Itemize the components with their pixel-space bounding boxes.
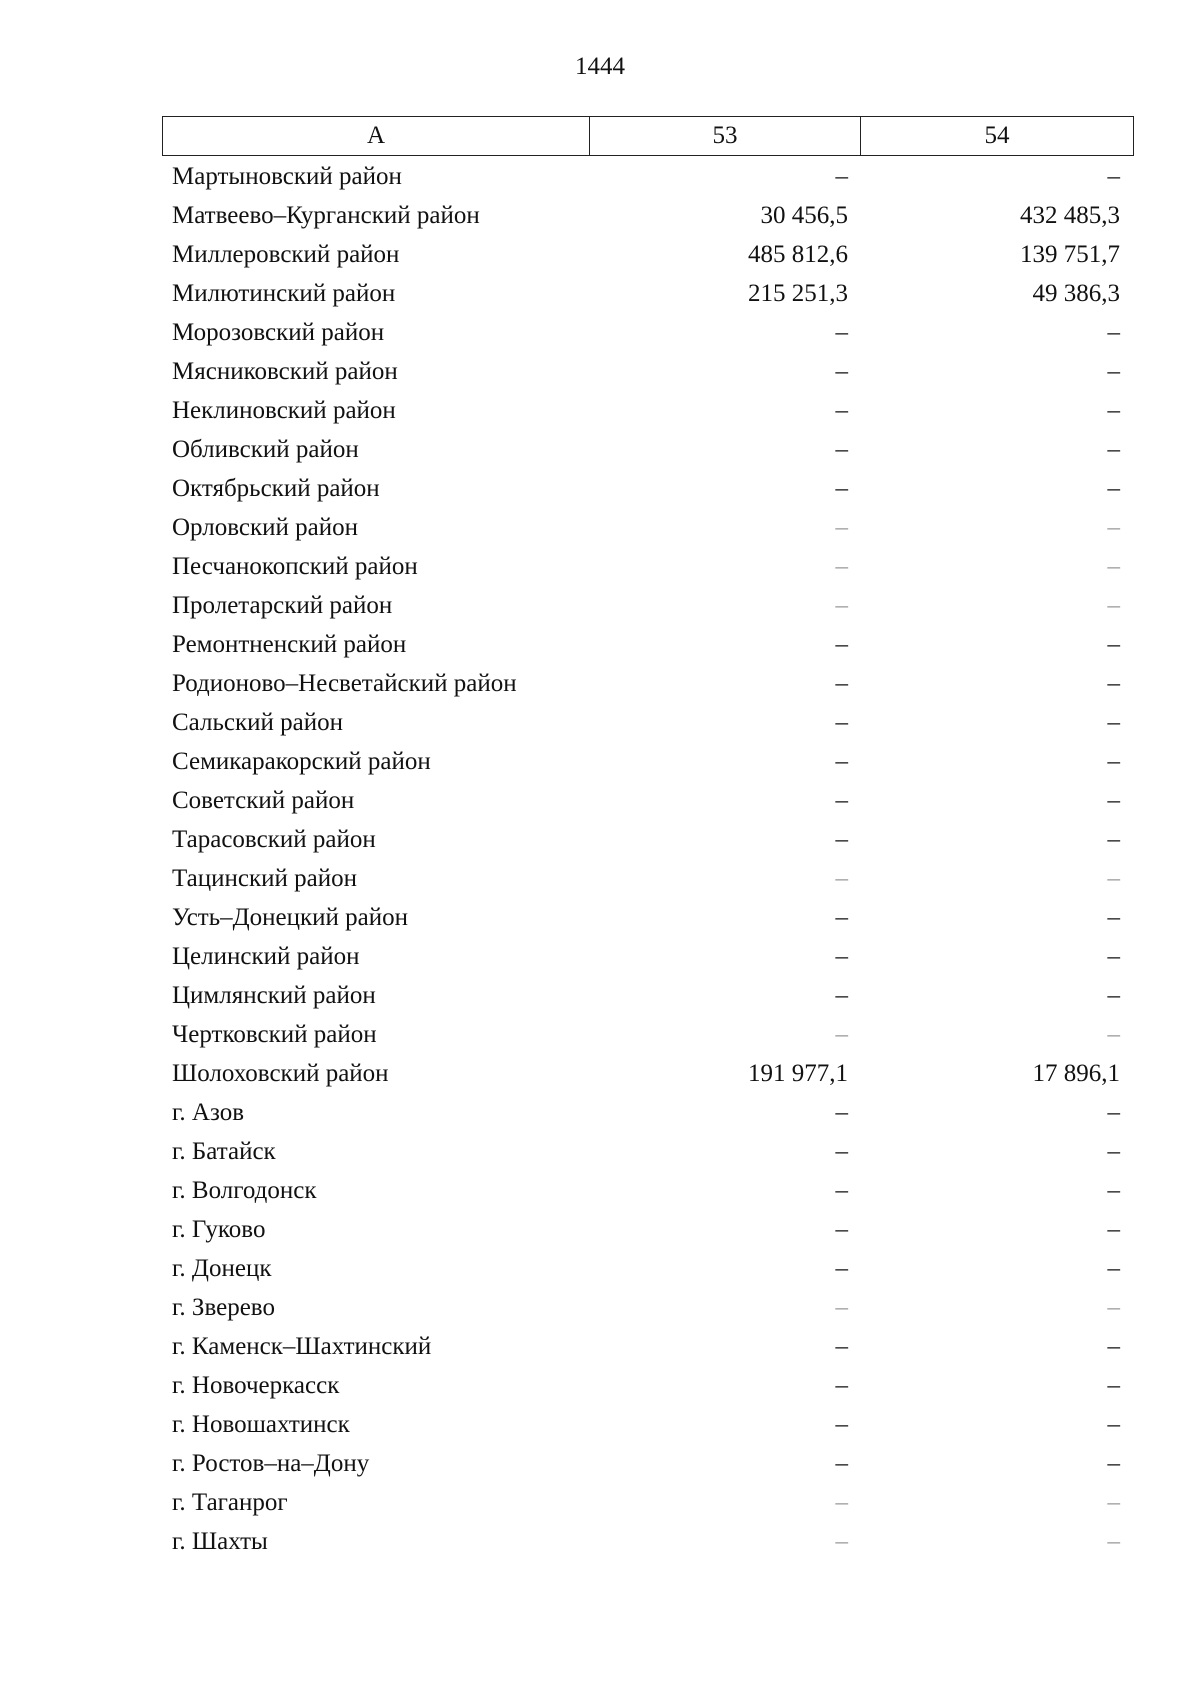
territory-name: Тацинский район — [172, 864, 357, 892]
value-col-53: – — [835, 1410, 848, 1438]
value-col-54: – — [1107, 1293, 1120, 1321]
value-col-53: – — [835, 786, 848, 814]
value-col-54: 17 896,1 — [1032, 1059, 1120, 1087]
value-col-54: – — [1107, 162, 1120, 190]
territory-name: Морозовский район — [172, 318, 385, 346]
territory-name: Сальский район — [172, 708, 343, 736]
value-col-54: – — [1107, 1488, 1120, 1516]
table-row — [172, 1015, 1120, 1054]
value-col-54: – — [1107, 747, 1120, 775]
value-col-54: – — [1107, 1137, 1120, 1165]
value-col-54: – — [1107, 435, 1120, 463]
value-col-53: – — [835, 318, 848, 346]
table-row — [172, 1483, 1120, 1522]
value-col-54: – — [1107, 1371, 1120, 1399]
territory-name: Песчанокопский район — [172, 552, 418, 580]
value-col-54: – — [1107, 318, 1120, 346]
territory-name: Матвеево–Курганский район — [172, 201, 480, 229]
table-row — [172, 1210, 1120, 1249]
table-row — [172, 1522, 1120, 1561]
value-col-53: – — [835, 1215, 848, 1243]
territory-name: г. Волгодонск — [172, 1176, 317, 1204]
table-row — [172, 1093, 1120, 1132]
table-row — [172, 1444, 1120, 1483]
value-col-53: – — [835, 825, 848, 853]
table-row — [172, 547, 1120, 586]
value-col-54: – — [1107, 474, 1120, 502]
value-col-53: – — [835, 435, 848, 463]
territory-name: Мартыновский район — [172, 162, 402, 190]
table-row — [172, 1366, 1120, 1405]
value-col-53: – — [835, 1332, 848, 1360]
table-header — [162, 116, 1134, 156]
territory-name: Чертковский район — [172, 1020, 377, 1048]
table-row — [172, 703, 1120, 742]
value-col-53: 30 456,5 — [760, 201, 848, 229]
value-col-54: – — [1107, 552, 1120, 580]
value-col-53: 191 977,1 — [748, 1059, 848, 1087]
value-col-54: – — [1107, 1176, 1120, 1204]
table-row — [172, 625, 1120, 664]
value-col-54: – — [1107, 591, 1120, 619]
table-row — [172, 1054, 1120, 1093]
value-col-53: 215 251,3 — [748, 279, 848, 307]
table-row — [172, 352, 1120, 391]
value-col-53: – — [835, 162, 848, 190]
value-col-53: – — [835, 474, 848, 502]
table-row — [172, 1288, 1120, 1327]
territory-name: г. Таганрог — [172, 1488, 288, 1516]
territory-name: Родионово–Несветайский район — [172, 669, 517, 697]
header-cell-54: 54 — [861, 117, 1134, 156]
table-row — [172, 1327, 1120, 1366]
table-row — [172, 508, 1120, 547]
value-col-53: – — [835, 1254, 848, 1282]
table-row — [172, 391, 1120, 430]
value-col-54: – — [1107, 942, 1120, 970]
territory-name: г. Азов — [172, 1098, 245, 1126]
territory-name: Пролетарский район — [172, 591, 393, 619]
value-col-53: – — [835, 1176, 848, 1204]
value-col-54: – — [1107, 981, 1120, 1009]
value-col-54: – — [1107, 825, 1120, 853]
value-col-54: 139 751,7 — [1020, 240, 1120, 268]
table-row — [172, 859, 1120, 898]
territory-name: Миллеровский район — [172, 240, 400, 268]
value-col-53: – — [835, 708, 848, 736]
value-col-53: – — [835, 1293, 848, 1321]
value-col-54: – — [1107, 669, 1120, 697]
territory-name: г. Каменск–Шахтинский — [172, 1332, 432, 1360]
table-row — [172, 469, 1120, 508]
value-col-53: – — [835, 552, 848, 580]
value-col-54: – — [1107, 1215, 1120, 1243]
table-row — [172, 1132, 1120, 1171]
territory-name: Орловский район — [172, 513, 358, 541]
value-col-53: – — [835, 591, 848, 619]
value-col-53: – — [835, 1137, 848, 1165]
value-col-54: – — [1107, 1332, 1120, 1360]
table-row — [172, 898, 1120, 937]
territory-name: Милютинский район — [172, 279, 396, 307]
value-col-53: – — [835, 747, 848, 775]
value-col-53: – — [835, 513, 848, 541]
table-row — [172, 274, 1120, 313]
table-row — [172, 781, 1120, 820]
territory-name: Семикаракорский район — [172, 747, 431, 775]
table-row — [172, 742, 1120, 781]
value-col-54: 432 485,3 — [1020, 201, 1120, 229]
territory-name: Шолоховский район — [172, 1059, 389, 1087]
value-col-53: – — [835, 1449, 848, 1477]
value-col-53: – — [835, 1488, 848, 1516]
table-row — [172, 1171, 1120, 1210]
value-col-54: – — [1107, 786, 1120, 814]
table-row — [172, 196, 1120, 235]
territory-name: г. Донецк — [172, 1254, 272, 1282]
value-col-54: – — [1107, 1410, 1120, 1438]
header-row — [163, 117, 1134, 156]
territory-name: г. Ростов–на–Дону — [172, 1449, 370, 1477]
value-col-53: – — [835, 630, 848, 658]
territory-name: г. Новочеркасск — [172, 1371, 340, 1399]
territory-name: Цимлянский район — [172, 981, 376, 1009]
table-row — [172, 430, 1120, 469]
territory-name: Тарасовский район — [172, 825, 376, 853]
table-row — [172, 664, 1120, 703]
value-col-53: 485 812,6 — [748, 240, 848, 268]
table-row — [172, 1249, 1120, 1288]
page-number: 1444 — [575, 53, 625, 80]
value-col-53: – — [835, 1371, 848, 1399]
territory-name: г. Зверево — [172, 1293, 275, 1321]
table-body — [172, 157, 1120, 1561]
territory-name: Целинский район — [172, 942, 360, 970]
table-row — [172, 157, 1120, 196]
header-cell-53: 53 — [590, 117, 861, 156]
territory-name: Ремонтненский район — [172, 630, 407, 658]
value-col-53: – — [835, 1098, 848, 1126]
value-col-53: – — [835, 669, 848, 697]
value-col-54: – — [1107, 630, 1120, 658]
table-row — [172, 235, 1120, 274]
value-col-53: – — [835, 357, 848, 385]
value-col-54: – — [1107, 1020, 1120, 1048]
territory-name: г. Новошахтинск — [172, 1410, 350, 1438]
table-row — [172, 976, 1120, 1015]
value-col-53: – — [835, 1527, 848, 1555]
value-col-54: – — [1107, 396, 1120, 424]
header-cell-a: А — [163, 117, 590, 156]
territory-name: Мясниковский район — [172, 357, 398, 385]
territory-name: г. Шахты — [172, 1527, 268, 1555]
table-row — [172, 1405, 1120, 1444]
value-col-54: – — [1107, 1254, 1120, 1282]
territory-name: Советский район — [172, 786, 355, 814]
value-col-53: – — [835, 981, 848, 1009]
value-col-54: – — [1107, 1449, 1120, 1477]
table-row — [172, 313, 1120, 352]
territory-name: г. Батайск — [172, 1137, 276, 1165]
value-col-53: – — [835, 396, 848, 424]
value-col-53: – — [835, 942, 848, 970]
territory-name: г. Гуково — [172, 1215, 266, 1243]
territory-name: Октябрьский район — [172, 474, 380, 502]
table-row — [172, 820, 1120, 859]
value-col-54: – — [1107, 864, 1120, 892]
value-col-53: – — [835, 1020, 848, 1048]
territory-name: Усть–Донецкий район — [172, 903, 409, 931]
table-row — [172, 937, 1120, 976]
value-col-53: – — [835, 864, 848, 892]
value-col-53: – — [835, 903, 848, 931]
value-col-54: – — [1107, 513, 1120, 541]
table-row — [172, 586, 1120, 625]
value-col-54: – — [1107, 357, 1120, 385]
value-col-54: – — [1107, 708, 1120, 736]
value-col-54: – — [1107, 1098, 1120, 1126]
value-col-54: – — [1107, 1527, 1120, 1555]
territory-name: Обливский район — [172, 435, 359, 463]
value-col-54: 49 386,3 — [1032, 279, 1120, 307]
value-col-54: – — [1107, 903, 1120, 931]
territory-name: Неклиновский район — [172, 396, 396, 424]
